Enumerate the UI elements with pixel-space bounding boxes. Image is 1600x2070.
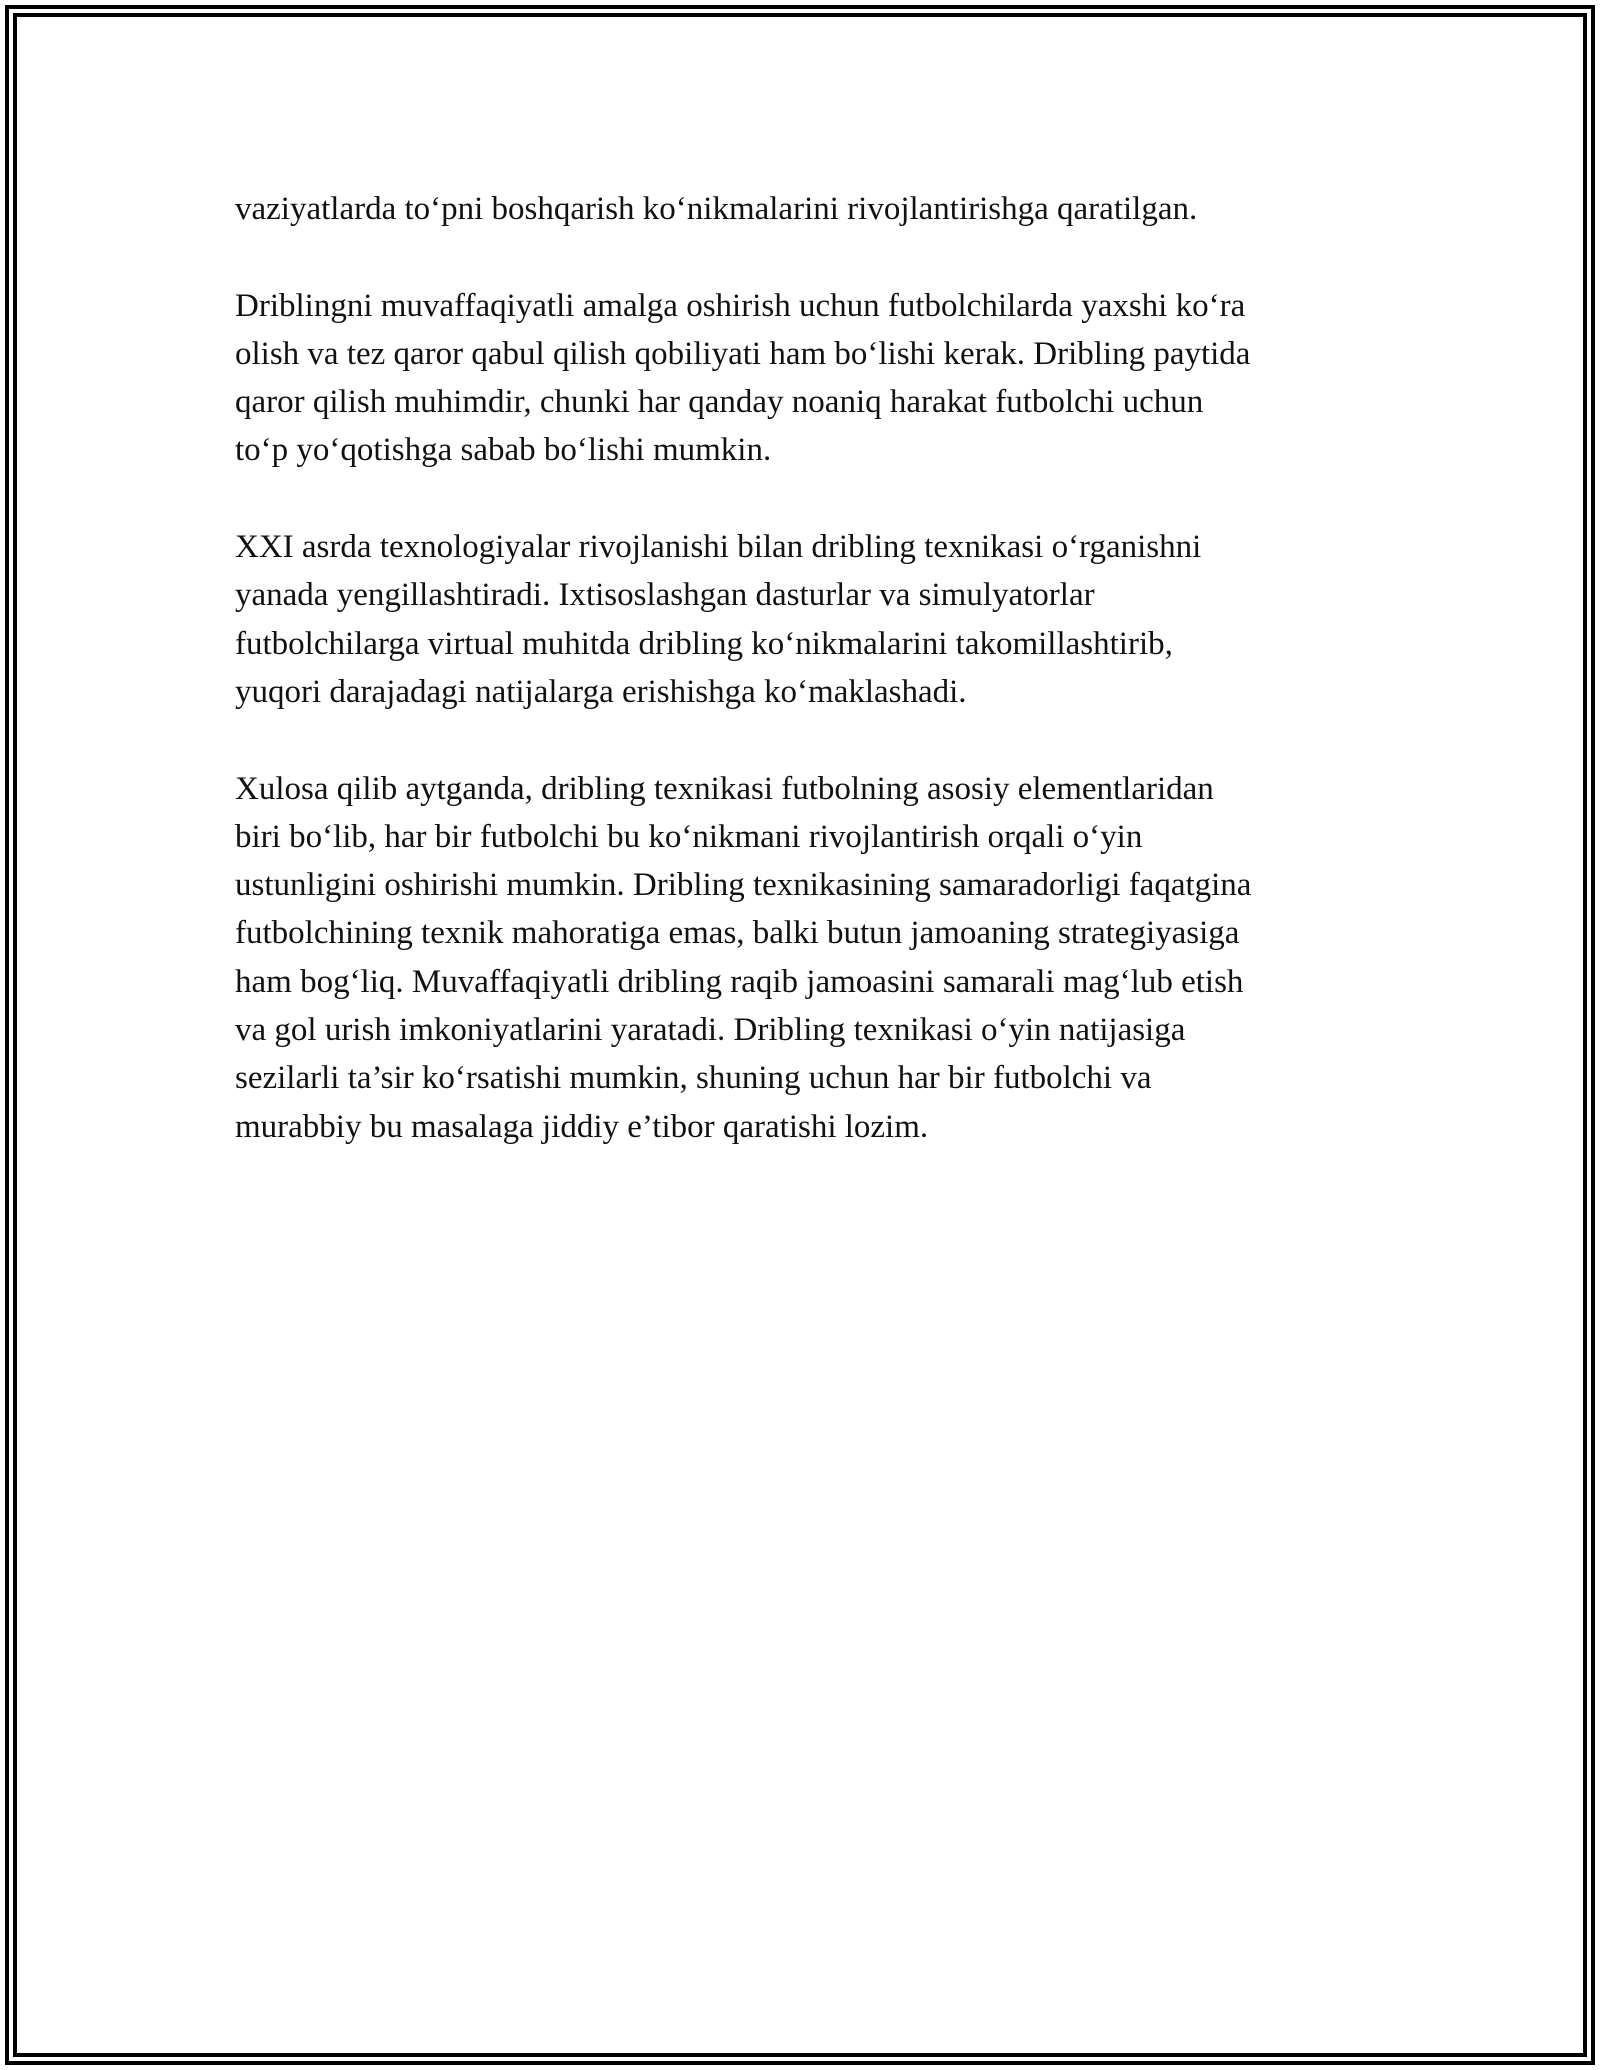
text-line: to‘p yo‘qotishga sabab bo‘lishi mumkin. xyxy=(235,432,772,469)
text-line: qaror qilish muhimdir, chunki har qanday noaniq harakat futbolchi uchun xyxy=(235,384,1204,421)
paragraph xyxy=(235,765,1375,1151)
text-line: yuqori darajadagi natijalarga erishishga ko‘maklashadi. xyxy=(235,673,967,710)
text-line: Driblingni muvaffaqiyatli amalga oshirish uchun futbolchilarda yaxshi ko‘ra xyxy=(235,287,1246,324)
text-line: vaziyatlarda to‘pni boshqarish ko‘nikmalarini rivojlantirishga qaratilgan. xyxy=(235,191,1198,227)
text-line: futbolchilarga virtual muhitda dribling ko‘nikmalarini takomillashtirib, xyxy=(235,625,1173,662)
text-line: biri bo‘lib, har bir futbolchi bu ko‘nikmani rivojlantirish orqali o‘yin xyxy=(235,818,1143,855)
text-line: ham bog‘liq. Muvaffaqiyatli dribling raqib jamoasini samarali mag‘lub etish xyxy=(235,963,1244,1000)
text-line: yanada yengillashtiradi. Ixtisoslashgan dasturlar va simulyatorlar xyxy=(235,577,1095,614)
paragraph xyxy=(235,523,1375,716)
text-line: va gol urish imkoniyatlarini yaratadi. Dribling texnikasi o‘yin natijasiga xyxy=(235,1012,1186,1049)
text-line: murabbiy bu masalaga jiddiy e’tibor qaratishi lozim. xyxy=(235,1108,929,1145)
paragraph xyxy=(235,185,1375,233)
text-line: Xulosa qilib aytganda, dribling texnikasi futbolning asosiy elementlaridan xyxy=(235,770,1214,807)
paragraph xyxy=(235,282,1375,475)
text-line: XXI asrda texnologiyalar rivojlanishi bilan dribling texnikasi o‘rganishni xyxy=(235,529,1202,566)
text-line: sezilarli ta’sir ko‘rsatishi mumkin, shuning uchun har bir futbolchi va xyxy=(235,1060,1152,1097)
text-line: ustunligini oshirishi mumkin. Dribling texnikasining samaradorligi faqatgina xyxy=(235,867,1252,904)
text-line: olish va tez qaror qabul qilish qobiliyati ham bo‘lishi kerak. Dribling paytida xyxy=(235,335,1251,372)
document-body xyxy=(235,185,1375,1199)
text-line: futbolchining texnik mahoratiga emas, balki butun jamoaning strategiyasiga xyxy=(235,915,1240,952)
